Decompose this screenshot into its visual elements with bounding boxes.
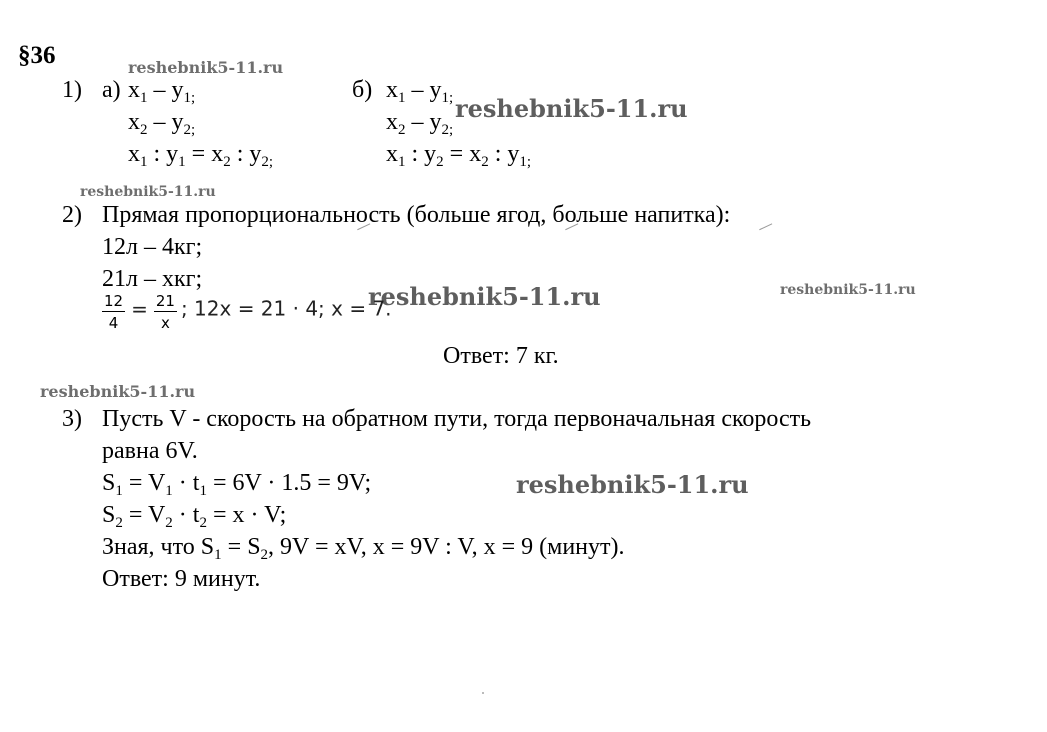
task3-answer: Ответ: 9 минут. bbox=[102, 566, 261, 592]
scan-mark bbox=[759, 223, 775, 235]
task1a-label: а) bbox=[102, 77, 121, 103]
fraction: $\frac{21}{x}$ bbox=[155, 292, 175, 332]
task1a-line2: $x_2 - y_{2;}$ bbox=[128, 109, 196, 138]
task2-number: 2) bbox=[62, 202, 82, 228]
task1b-line1: $x_1 - y_{1;}$ bbox=[386, 77, 454, 106]
task1a-line3: $x_1$ : $y_1 = x_2$ : $y_{2;}$ bbox=[128, 141, 274, 170]
task2-line2: 12л – 4кг; bbox=[102, 234, 203, 260]
task2-line1: Прямая пропорциональность (больше ягод, больше напитка): bbox=[102, 202, 731, 228]
task1a-line1: $x_1 - y_{1;}$ bbox=[128, 77, 196, 106]
task1b-line3: $x_1$ : $y_2 = x_2$ : $y_{1;}$ bbox=[386, 141, 532, 170]
task3-line5: Зная, что $S_1 = S_2$, 9V = xV, x = 9V : V, x = 9 (минут). bbox=[102, 534, 625, 563]
watermark: reshebnik5-11.ru bbox=[80, 184, 216, 200]
task3-number: 3) bbox=[62, 406, 82, 432]
scan-dot bbox=[482, 692, 484, 694]
watermark: reshebnik5-11.ru bbox=[40, 382, 196, 401]
watermark: reshebnik5-11.ru bbox=[368, 282, 601, 311]
watermark: reshebnik5-11.ru bbox=[780, 282, 916, 298]
section-heading: §36 bbox=[18, 42, 56, 69]
task2-line3: 21л – хкг; bbox=[102, 266, 203, 292]
task3-line4: $S_2 = V_2 \cdot t_2 = x \cdot V$; bbox=[102, 502, 287, 531]
task2-equation: $\frac{12}{4}$ = $\frac{21}{x}$ ; 12x = 21 · 4; x = 7. bbox=[104, 292, 392, 332]
task2-answer: Ответ: 7 кг. bbox=[443, 343, 559, 369]
task1b-label: б) bbox=[352, 77, 373, 103]
task3-line3: $S_1 = V_1 \cdot t_1 = 6V \cdot 1.5 = 9V$; bbox=[102, 470, 372, 499]
task3-line2: равна 6V. bbox=[102, 438, 198, 464]
task1-number: 1) bbox=[62, 77, 82, 103]
task1b-line2: $x_2 - y_{2;}$ bbox=[386, 109, 454, 138]
task3-line1: Пусть V - скорость на обратном пути, тогда первоначальная скорость bbox=[102, 406, 812, 432]
watermark: reshebnik5-11.ru bbox=[128, 58, 284, 77]
fraction: $\frac{12}{4}$ bbox=[104, 292, 124, 332]
watermark: reshebnik5-11.ru bbox=[516, 470, 749, 499]
watermark: reshebnik5-11.ru bbox=[455, 94, 688, 123]
